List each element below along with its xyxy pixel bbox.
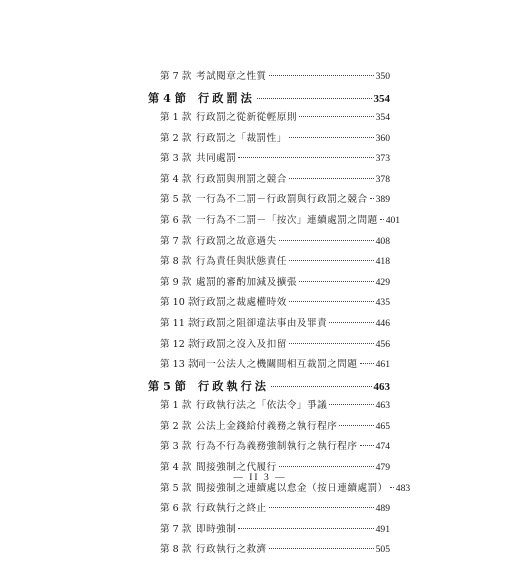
toc-title: 間接強制之代履行 — [196, 461, 277, 473]
toc-page: 354 — [375, 112, 390, 124]
dot-leader — [269, 75, 374, 76]
dot-leader — [289, 301, 374, 302]
toc-section — [148, 88, 390, 109]
toc-entry — [148, 417, 390, 438]
toc-title: 行政執行法之「依法令」爭議 — [196, 400, 328, 412]
dot-leader — [390, 487, 394, 488]
toc-title: 行政罰法 — [198, 90, 255, 105]
toc-title: 行政罰之裁處權時效 — [196, 297, 287, 309]
dot-leader — [269, 507, 374, 508]
toc-title: 行政罰之阻卻違法事由及罪責 — [196, 317, 328, 329]
dot-leader — [279, 240, 374, 241]
toc-entry — [148, 211, 401, 232]
toc-page: 463 — [375, 400, 390, 412]
toc-title: 同一公法人之機關間相互裁罰之問題 — [196, 359, 358, 371]
toc-number: 第 5 款 — [160, 194, 192, 206]
dot-leader — [370, 198, 374, 199]
dot-leader — [360, 363, 374, 364]
toc-title: 行政罰之故意過失 — [196, 235, 277, 247]
dot-leader — [299, 116, 374, 117]
toc-entry — [148, 67, 390, 88]
dot-leader — [269, 548, 374, 549]
dot-leader — [329, 404, 373, 405]
dot-leader — [289, 343, 374, 344]
toc-page: 456 — [375, 338, 390, 350]
toc-title: 公法上金錢給付義務之執行程序 — [196, 420, 338, 432]
toc-page: 389 — [375, 194, 390, 206]
toc-number: 第 4 款 — [160, 173, 192, 185]
toc-page: 463 — [373, 380, 390, 393]
toc-page: 505 — [375, 544, 390, 556]
toc-number: 第 10 款 — [160, 297, 198, 309]
toc-title: 共同處罰 — [196, 153, 237, 165]
toc-number: 第 1 款 — [160, 112, 192, 124]
dot-leader — [238, 528, 373, 529]
dot-leader — [360, 445, 374, 446]
toc-page: 479 — [375, 461, 390, 473]
toc-number: 第 8 款 — [160, 544, 192, 556]
toc-number: 第 6 款 — [160, 215, 192, 227]
toc-number: 第 7 款 — [160, 523, 192, 535]
toc-number: 第 8 款 — [160, 256, 192, 268]
toc-page: 491 — [375, 523, 390, 535]
toc-title: 行政執行法 — [198, 378, 269, 393]
toc-number: 第 11 款 — [160, 317, 198, 329]
toc-number: 第 7 款 — [160, 71, 192, 82]
toc-number: 第 1 款 — [160, 400, 192, 412]
toc-entry — [148, 540, 390, 561]
toc-title: 行政罰與刑罰之競合 — [196, 173, 287, 185]
toc-title: 行為責任與狀態責任 — [196, 256, 287, 268]
toc-entry — [148, 335, 390, 356]
toc-page: 461 — [375, 359, 390, 371]
toc-entry — [148, 108, 390, 129]
toc-page: 401 — [385, 215, 401, 227]
toc-title: 間接強制之連續處以怠金（按日連續處罰） — [196, 482, 388, 494]
toc-title: 一行為不二罰－行政罰與行政罰之競合 — [196, 194, 368, 206]
toc-number: 第 3 款 — [160, 441, 192, 453]
toc-entry — [148, 396, 390, 417]
toc-title: 即時強制 — [196, 523, 237, 535]
toc-page: 489 — [375, 503, 390, 515]
toc-number: 第 2 款 — [160, 132, 192, 144]
toc-number: 第 6 款 — [160, 503, 192, 515]
toc-number: 第 3 款 — [160, 153, 192, 165]
dot-leader — [299, 281, 374, 282]
toc-title: 行政執行之救濟 — [196, 544, 267, 556]
toc-number: 第 7 款 — [160, 235, 192, 247]
table-of-contents — [148, 67, 411, 561]
dot-leader — [339, 425, 373, 426]
toc-title: 一行為不二罰－「按次」連續處罰之問題 — [196, 215, 378, 227]
toc-page: 465 — [375, 420, 390, 432]
toc-page: 373 — [375, 153, 390, 165]
toc-number: 第 5 節 — [148, 378, 186, 393]
toc-entry — [148, 293, 390, 314]
toc-page: 408 — [375, 235, 390, 247]
toc-entry — [148, 437, 390, 458]
toc-page: 360 — [375, 132, 390, 144]
toc-page: 350 — [375, 71, 390, 82]
toc-page: 435 — [375, 297, 390, 309]
toc-page: 429 — [375, 276, 390, 288]
page-footer: — II 3 — — [233, 473, 287, 483]
toc-entry — [148, 170, 390, 191]
toc-entry — [148, 355, 390, 376]
toc-entry — [148, 252, 390, 273]
toc-number: 第 9 款 — [160, 276, 192, 288]
dot-leader — [279, 466, 374, 467]
toc-entry — [148, 520, 390, 541]
toc-number: 第 13 款 — [160, 359, 198, 371]
toc-entry — [148, 499, 390, 520]
dot-leader — [257, 98, 372, 99]
toc-title: 行政罰之沒入及扣留 — [196, 338, 287, 350]
toc-entry — [148, 273, 390, 294]
toc-title: 考試閱章之性質 — [196, 71, 267, 82]
dot-leader — [329, 322, 373, 323]
dot-leader — [380, 219, 384, 220]
toc-page: 354 — [373, 92, 390, 105]
dot-leader — [289, 260, 374, 261]
toc-entry — [148, 149, 390, 170]
toc-title: 處罰的審酌加減及擴張 — [196, 276, 297, 288]
toc-title: 行為不行為義務強制執行之執行程序 — [196, 441, 358, 453]
toc-entry — [148, 314, 390, 335]
toc-entry — [148, 232, 390, 253]
toc-number: 第 12 款 — [160, 338, 198, 350]
toc-number: 第 4 款 — [160, 461, 192, 473]
toc-page: 446 — [375, 317, 390, 329]
toc-page: 474 — [375, 441, 390, 453]
toc-page: 378 — [375, 173, 390, 185]
toc-page: 483 — [395, 482, 411, 494]
dot-leader — [289, 178, 374, 179]
toc-title: 行政執行之終止 — [196, 503, 267, 515]
toc-title: 行政罰之「裁罰性」 — [196, 132, 287, 144]
toc-number: 第 4 節 — [148, 90, 186, 105]
toc-entry — [148, 129, 390, 150]
dot-leader — [289, 137, 374, 138]
toc-number: 第 2 款 — [160, 420, 192, 432]
toc-page: 418 — [375, 256, 390, 268]
toc-section — [148, 376, 390, 397]
toc-number: 第 5 款 — [160, 482, 192, 494]
toc-entry — [148, 190, 390, 211]
toc-title: 行政罰之從新從輕原則 — [196, 112, 297, 124]
dot-leader — [238, 157, 373, 158]
dot-leader — [271, 386, 372, 387]
